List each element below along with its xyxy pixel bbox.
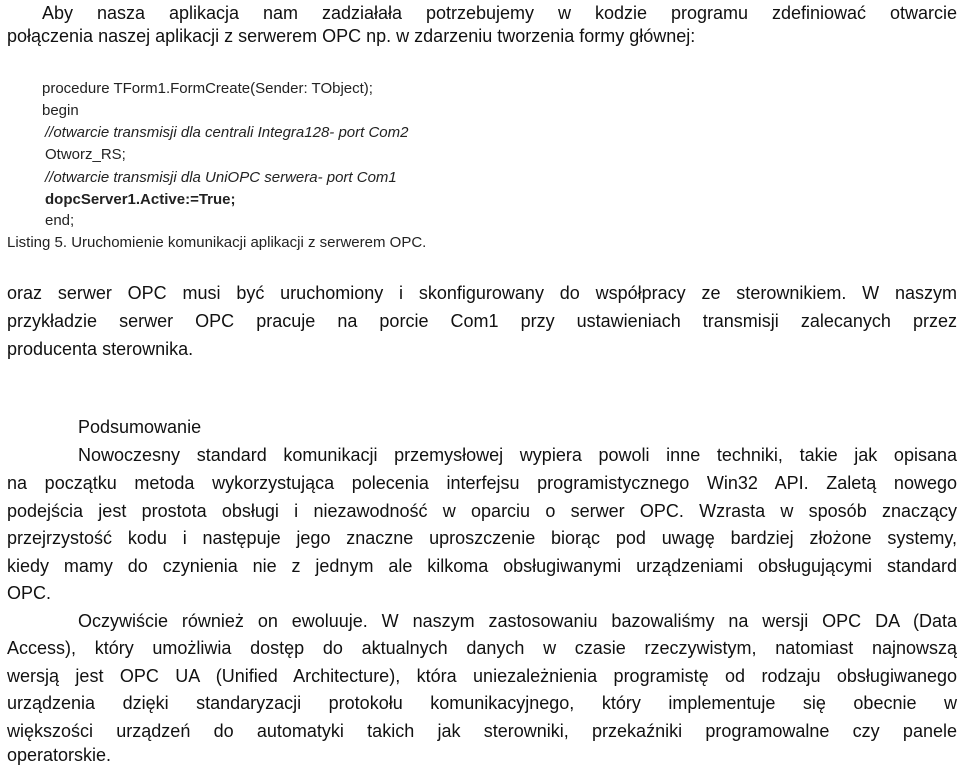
body-line: producenta sterownika. xyxy=(7,339,194,359)
summary-line: urządzenia dzięki standaryzacji protokołu komunikacyjnego, który implementuje się obecnie w xyxy=(7,693,957,713)
listing-line: dopcServer1.Active:=True; xyxy=(45,191,236,208)
summary-line: Oczywiście również on ewoluuje. W naszym zastosowaniu bazowaliśmy na wersji OPC DA (Data xyxy=(78,611,957,631)
listing-comment-line: //otwarcie transmisji dla centrali Integra128- port Com2 xyxy=(45,124,409,141)
summary-line: OPC. xyxy=(7,583,52,603)
summary-line: wersją jest OPC UA (Unified Architecture), która uniezależnienia programistę od rodzaju obsługiwanego xyxy=(7,666,957,686)
body-line: przykładzie serwer OPC pracuje na porcie Com1 przy ustawieniach transmisji zalecanych przez xyxy=(7,311,957,331)
summary-line: operatorskie. xyxy=(7,745,112,765)
summary-line: podejścia jest prostota obsługi i niezawodność w oparciu o serwer OPC. Wzrasta w sposób znaczący xyxy=(7,501,957,521)
summary-line: Access), który umożliwia dostęp do aktualnych danych w czasie rzeczywistym, natomiast najnowszą xyxy=(7,638,957,658)
body-line: oraz serwer OPC musi być uruchomiony i skonfigurowany do współpracy ze sterownikiem. W naszym xyxy=(7,283,957,303)
listing-line: end; xyxy=(45,212,75,229)
listing-comment-line: //otwarcie transmisji dla UniOPC serwera- port Com1 xyxy=(45,169,397,186)
summary-line: większości urządzeń do automatyki takich jak sterowniki, przekaźniki programowalne czy panele xyxy=(7,721,957,741)
listing-caption: Listing 5. Uruchomienie komunikacji aplikacji z serwerem OPC. xyxy=(7,234,427,251)
summary-line: na początku metoda wykorzystująca polecenia interfejsu programistycznego Win32 API. Zaletą nowego xyxy=(7,473,957,493)
listing-line: procedure TForm1.FormCreate(Sender: TObject); xyxy=(42,80,373,97)
summary-line: przejrzystość kodu i następuje jego znaczne uproszczenie biorąc pod uwagę bardziej złożone systemy, xyxy=(7,528,957,548)
section-heading: Podsumowanie xyxy=(78,417,202,437)
intro-line-1: Aby nasza aplikacja nam zadziałała potrzebujemy w kodzie programu zdefiniować otwarcie xyxy=(42,3,957,23)
summary-line: Nowoczesny standard komunikacji przemysłowej wypiera powoli inne techniki, takie jak opisana xyxy=(78,445,957,465)
listing-line: begin xyxy=(42,102,79,119)
listing-line: Otworz_RS; xyxy=(45,146,126,163)
summary-line: kiedy mamy do czynienia nie z jednym ale kilkoma obsługiwanymi urządzeniami obsługującymi standard xyxy=(7,556,957,576)
intro-line-2: połączenia naszej aplikacji z serwerem OPC np. w zdarzeniu tworzenia formy głównej: xyxy=(7,26,696,46)
